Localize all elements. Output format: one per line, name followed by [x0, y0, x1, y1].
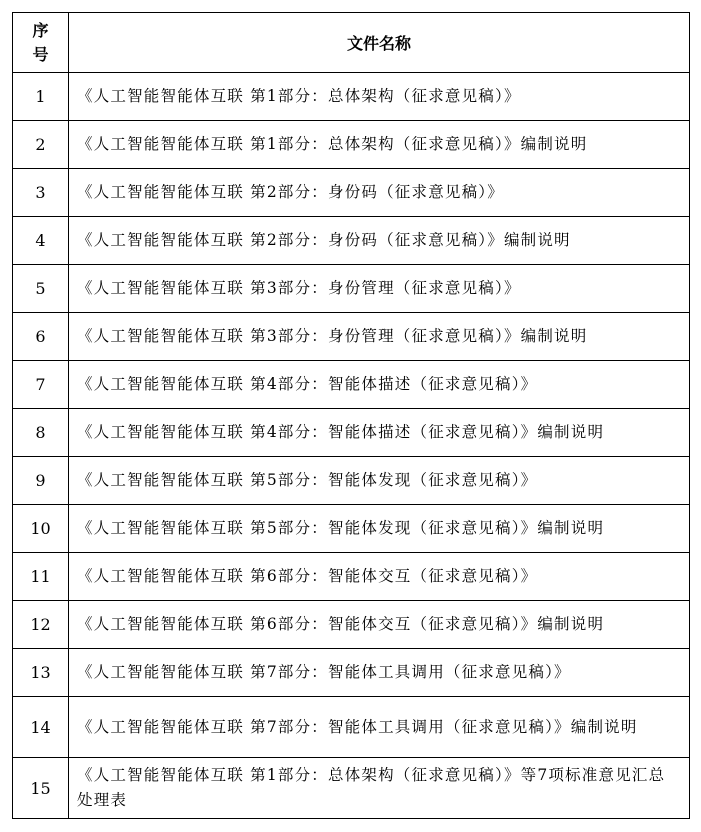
file-name: 《人工智能智能体互联 第5部分：智能体发现（征求意见稿）》 — [69, 457, 690, 505]
file-name: 《人工智能智能体互联 第1部分：总体架构（征求意见稿）》 — [69, 73, 690, 121]
table-row — [13, 73, 690, 121]
row-number: 13 — [13, 649, 69, 697]
document-list-table — [12, 12, 690, 819]
table-row — [13, 409, 690, 457]
table-header-row — [13, 13, 690, 73]
table-row — [13, 361, 690, 409]
header-cell-no — [13, 13, 69, 73]
row-number: 11 — [13, 553, 69, 601]
file-name: 《人工智能智能体互联 第4部分：智能体描述（征求意见稿）》 — [69, 361, 690, 409]
row-number: 2 — [13, 121, 69, 169]
row-number: 3 — [13, 169, 69, 217]
file-name: 《人工智能智能体互联 第6部分：智能体交互（征求意见稿）》编制说明 — [69, 601, 690, 649]
table-row — [13, 457, 690, 505]
file-name: 《人工智能智能体互联 第3部分：身份管理（征求意见稿）》 — [69, 265, 690, 313]
file-name: 《人工智能智能体互联 第4部分：智能体描述（征求意见稿）》编制说明 — [69, 409, 690, 457]
file-name: 《人工智能智能体互联 第1部分：总体架构（征求意见稿）》编制说明 — [69, 121, 690, 169]
table-row — [13, 121, 690, 169]
row-number: 15 — [13, 758, 69, 819]
file-name: 《人工智能智能体互联 第1部分：总体架构（征求意见稿）》等7项标准意见汇总处理表 — [69, 758, 690, 819]
file-name: 《人工智能智能体互联 第6部分：智能体交互（征求意见稿）》 — [69, 553, 690, 601]
file-name: 《人工智能智能体互联 第5部分：智能体发现（征求意见稿）》编制说明 — [69, 505, 690, 553]
row-number: 7 — [13, 361, 69, 409]
header-name-label: 文件名称 — [346, 34, 411, 53]
header-cell-name — [69, 13, 690, 73]
table-row — [13, 169, 690, 217]
table-row — [13, 758, 690, 819]
row-number: 10 — [13, 505, 69, 553]
file-name: 《人工智能智能体互联 第2部分：身份码（征求意见稿）》 — [69, 169, 690, 217]
table-row — [13, 697, 690, 758]
row-number: 6 — [13, 313, 69, 361]
row-number: 14 — [13, 697, 69, 758]
table-row — [13, 505, 690, 553]
file-name: 《人工智能智能体互联 第7部分：智能体工具调用（征求意见稿）》 — [69, 649, 690, 697]
table-row — [13, 265, 690, 313]
table-row — [13, 217, 690, 265]
file-name: 《人工智能智能体互联 第7部分：智能体工具调用（征求意见稿）》编制说明 — [69, 697, 690, 758]
row-number: 5 — [13, 265, 69, 313]
row-number: 8 — [13, 409, 69, 457]
table-row — [13, 649, 690, 697]
table-row — [13, 313, 690, 361]
table-row — [13, 553, 690, 601]
row-number: 1 — [13, 73, 69, 121]
header-no-label: 序号 — [32, 20, 49, 64]
row-number: 9 — [13, 457, 69, 505]
table-row — [13, 601, 690, 649]
file-name: 《人工智能智能体互联 第3部分：身份管理（征求意见稿）》编制说明 — [69, 313, 690, 361]
file-name: 《人工智能智能体互联 第2部分：身份码（征求意见稿）》编制说明 — [69, 217, 690, 265]
row-number: 4 — [13, 217, 69, 265]
row-number: 12 — [13, 601, 69, 649]
